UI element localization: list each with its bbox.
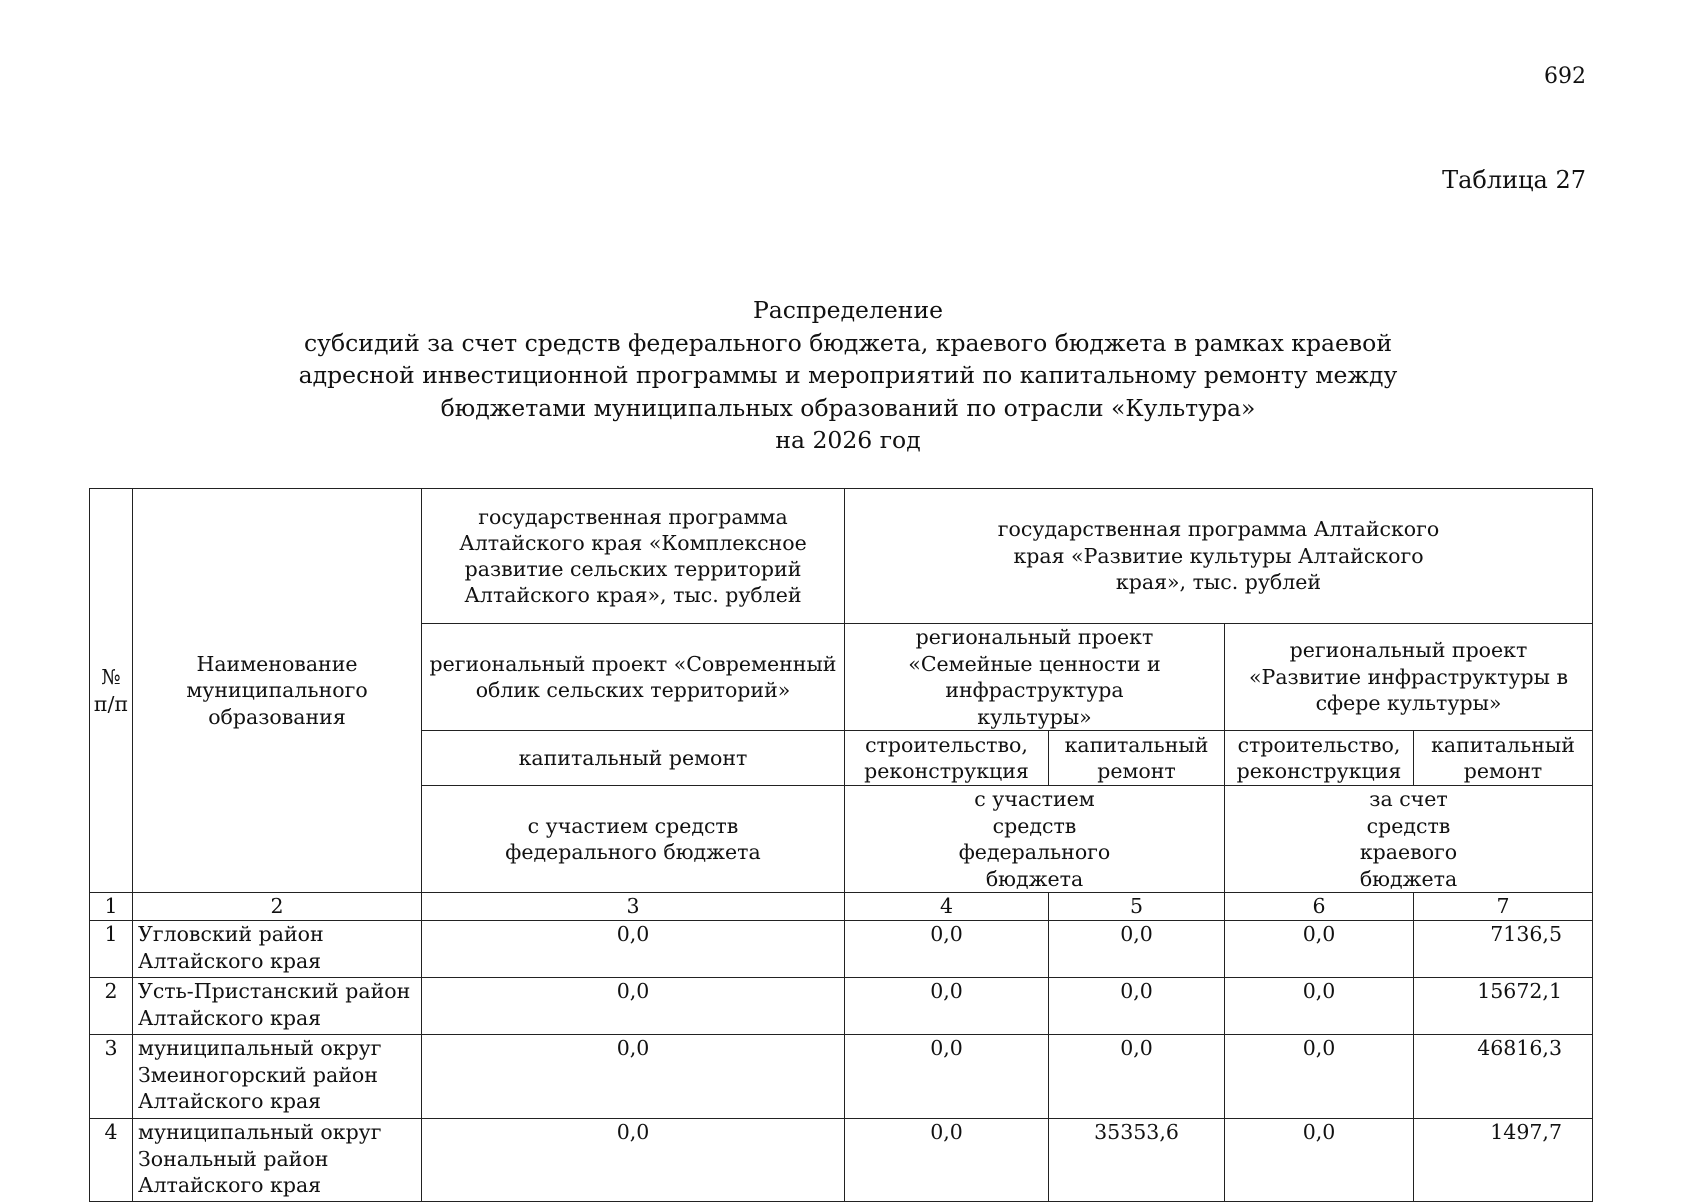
header-source-federal-2: с участием средств федерального бюджета xyxy=(845,786,1225,893)
title-line: субсидий за счет средств федерального бюджета, краевого бюджета в рамках краевой xyxy=(304,328,1392,357)
subsidy-table xyxy=(89,488,1593,1202)
column-number: 2 xyxy=(133,893,422,921)
value-col-3: 0,0 xyxy=(422,1119,845,1202)
header-col-name: Наименование муниципального образования xyxy=(133,489,422,893)
value-col-3: 0,0 xyxy=(422,978,845,1035)
value-col-4: 0,0 xyxy=(845,1119,1049,1202)
header-capital-a: капитальный ремонт xyxy=(1049,731,1225,786)
municipality-name: муниципальный округ Змеиногорский район Алтайского края xyxy=(133,1035,422,1119)
header-capital-b: капитальный ремонт xyxy=(1414,731,1593,786)
value-col-6: 0,0 xyxy=(1225,1119,1414,1202)
header-capital-repair: капитальный ремонт xyxy=(422,731,845,786)
value-col-5: 0,0 xyxy=(1049,1035,1225,1119)
row-number: 2 xyxy=(90,978,133,1035)
value-col-4: 0,0 xyxy=(845,921,1049,978)
header-project-3: региональный проект «Развитие инфраструктуры в сфере культуры» xyxy=(1225,624,1593,731)
table-row xyxy=(90,1119,1593,1202)
document-title xyxy=(0,294,1696,457)
header-program-2: государственная программа Алтайского края «Развитие культуры Алтайского края», тыс. рублей xyxy=(845,489,1593,624)
title-line: адресной инвестиционной программы и мероприятий по капитальному ремонту между xyxy=(298,361,1398,389)
value-col-4: 0,0 xyxy=(845,978,1049,1035)
value-col-5: 35353,6 xyxy=(1049,1119,1225,1202)
value-col-7: 46816,3 xyxy=(1414,1035,1593,1119)
table-row xyxy=(90,1035,1593,1119)
value-col-7: 1497,7 xyxy=(1414,1119,1593,1202)
row-number: 4 xyxy=(90,1119,133,1202)
value-col-5: 0,0 xyxy=(1049,978,1225,1035)
table-row xyxy=(90,978,1593,1035)
title-line: Распределение xyxy=(752,296,944,324)
header-construction-b: строительство, реконструкция xyxy=(1225,731,1414,786)
row-number: 1 xyxy=(90,921,133,978)
municipality-name: Усть-Пристанский район Алтайского края xyxy=(133,978,422,1035)
header-construction-a: строительство, реконструкция xyxy=(845,731,1049,786)
table-label: Таблица 27 xyxy=(1442,166,1586,194)
municipality-name: Угловский район Алтайского края xyxy=(133,921,422,978)
value-col-6: 0,0 xyxy=(1225,978,1414,1035)
column-number: 4 xyxy=(845,893,1049,921)
header-source-regional: за счет средств краевого бюджета xyxy=(1225,786,1593,893)
municipality-name: муниципальный округ Зональный район Алтайского края xyxy=(133,1119,422,1202)
page-number: 692 xyxy=(1544,64,1586,89)
value-col-7: 15672,1 xyxy=(1414,978,1593,1035)
title-line: на 2026 год xyxy=(775,426,921,454)
column-number: 7 xyxy=(1414,893,1593,921)
header-source-federal-1: с участием средств федерального бюджета xyxy=(422,786,845,893)
header-project-2: региональный проект «Семейные ценности и инфраструктура культуры» xyxy=(845,624,1225,731)
row-number: 3 xyxy=(90,1035,133,1119)
column-number: 5 xyxy=(1049,893,1225,921)
header-project-1: региональный проект «Современный облик сельских территорий» xyxy=(422,624,845,731)
title-line: бюджетами муниципальных образований по отрасли «Культура» xyxy=(440,393,1256,422)
value-col-3: 0,0 xyxy=(422,1035,845,1119)
header-program-1: государственная программа Алтайского края «Комплексное развитие сельских территорий Алтайского края», тыс. рублей xyxy=(422,489,845,624)
header-row-programs xyxy=(90,489,1593,624)
value-col-3: 0,0 xyxy=(422,921,845,978)
table-row xyxy=(90,921,1593,978)
value-col-6: 0,0 xyxy=(1225,1035,1414,1119)
value-col-6: 0,0 xyxy=(1225,921,1414,978)
column-number: 6 xyxy=(1225,893,1414,921)
value-col-5: 0,0 xyxy=(1049,921,1225,978)
column-number-row xyxy=(90,893,1593,921)
column-number: 1 xyxy=(90,893,133,921)
column-number: 3 xyxy=(422,893,845,921)
value-col-7: 7136,5 xyxy=(1414,921,1593,978)
value-col-4: 0,0 xyxy=(845,1035,1049,1119)
header-col-num: № п/п xyxy=(90,489,133,893)
